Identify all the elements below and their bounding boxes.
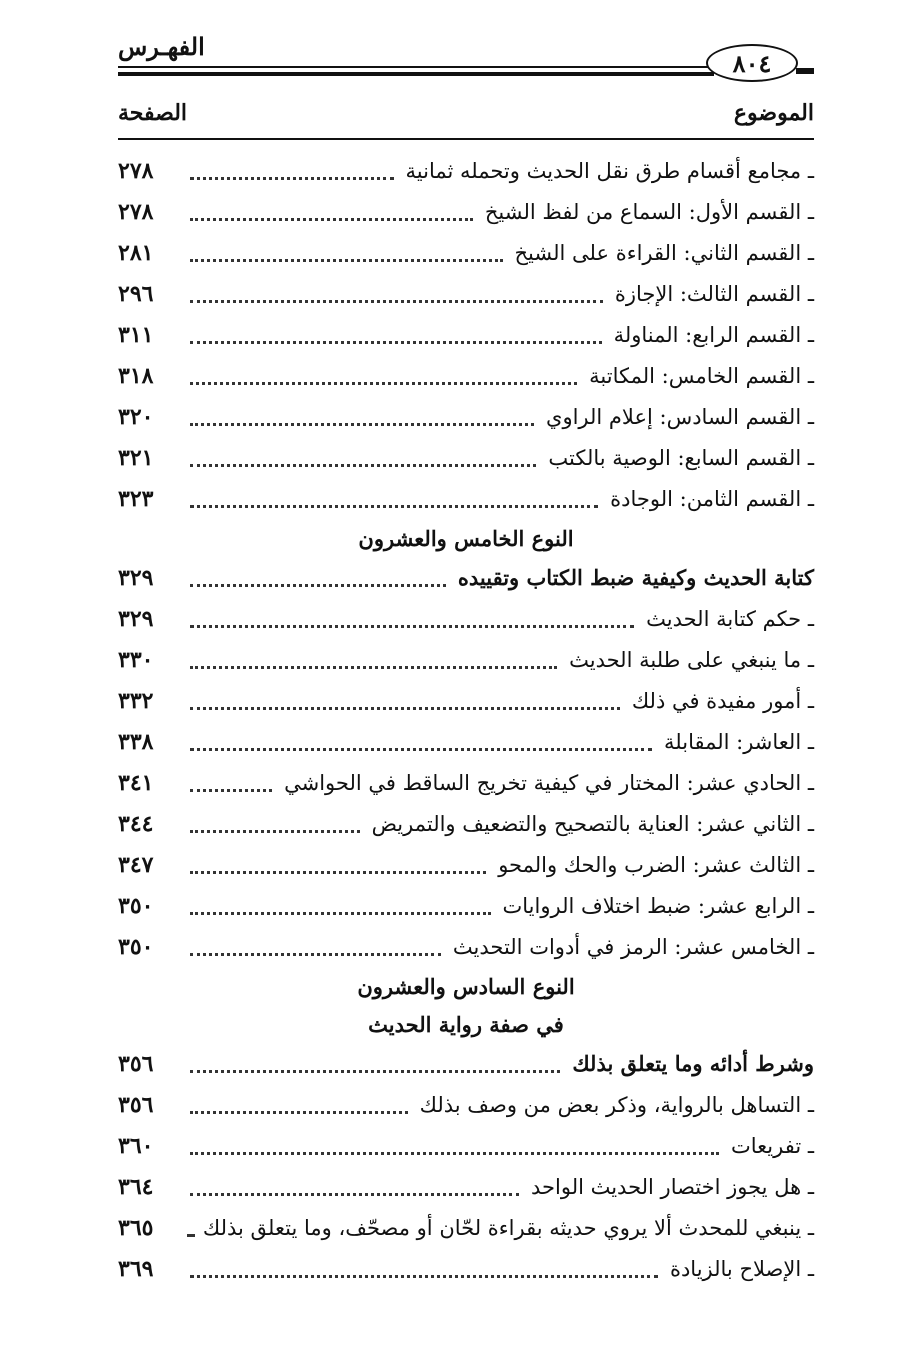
entry-title: ـ تفريعات [730, 1133, 814, 1158]
entry-title: ـ الحادي عشر: المختار في كيفية تخريج الساقط في الحواشي [284, 770, 814, 795]
entry-page: ٣١٨ [118, 362, 154, 389]
entry-title: ـ أمور مفيدة في ذلك [631, 688, 814, 713]
dot-leader [190, 259, 503, 262]
dot-leader [190, 830, 360, 833]
dot-leader [190, 584, 446, 587]
entry-page: ٣١١ [118, 321, 154, 348]
entry-title: ـ الرابع عشر: ضبط اختلاف الروايات [502, 893, 814, 918]
section-title-entry [118, 1043, 814, 1084]
index-entry [118, 191, 814, 232]
dot-leader [190, 1234, 191, 1237]
column-headers [118, 100, 814, 132]
page-column-header: الصفحة [118, 100, 188, 126]
entry-page: ٣٦٤ [118, 1173, 154, 1200]
entry-page: ٣٣٨ [118, 728, 154, 755]
dot-leader [190, 505, 598, 508]
dot-leader [190, 912, 491, 915]
entry-page: ٣٢٩ [118, 605, 154, 632]
entry-title: ـ القسم الثالث: الإجازة [614, 281, 814, 306]
entry-page: ٣٤٧ [118, 851, 154, 878]
header-rule-end [796, 68, 814, 74]
dot-leader [190, 382, 577, 385]
entry-page: ٣٤١ [118, 769, 154, 796]
section-title: كتابة الحديث وكيفية ضبط الكتاب وتقييده [457, 565, 814, 590]
index-list [118, 150, 814, 1289]
dot-leader [190, 666, 557, 669]
index-entry [118, 150, 814, 191]
header-rule-thick [118, 72, 714, 76]
entry-title: ـ القسم السابع: الوصية بالكتب [548, 445, 814, 470]
entry-title: ـ الثاني عشر: العناية بالتصحيح والتضعيف والتمريض [371, 811, 814, 836]
dot-leader [190, 300, 603, 303]
index-entry [118, 232, 814, 273]
section-heading: النوع الخامس والعشرون [358, 525, 574, 551]
entry-page: ٣٣٢ [118, 687, 154, 714]
entry-title: ـ العاشر: المقابلة [664, 729, 814, 754]
divider [118, 138, 814, 140]
dot-leader [190, 341, 602, 344]
entry-page: ٣٦٠ [118, 1132, 154, 1159]
entry-title: ـ هل يجوز اختصار الحديث الواحد [531, 1174, 814, 1199]
header-rule [118, 66, 714, 68]
index-entry [118, 396, 814, 437]
index-entry [118, 721, 814, 762]
dot-leader [190, 1193, 519, 1196]
page-header [118, 28, 814, 76]
entry-title: ـ القسم الخامس: المكاتبة [589, 363, 814, 388]
entry-title: ـ القسم الثاني: القراءة على الشيخ [514, 240, 814, 265]
entry-title: ـ ينبغي للمحدث ألا يروي حديثه بقراءة لحّان أو مصحّف، وما يتعلق بذلك [202, 1215, 814, 1240]
index-entry [118, 598, 814, 639]
dot-leader [190, 748, 652, 751]
dot-leader [190, 1111, 408, 1114]
entry-title: ـ مجامع أقسام طرق نقل الحديث وتحمله ثمانية [405, 158, 814, 183]
index-entry [118, 273, 814, 314]
entry-page: ٣٢٩ [118, 564, 154, 591]
index-entry [118, 1125, 814, 1166]
index-entry [118, 844, 814, 885]
index-entry [118, 680, 814, 721]
entry-title: ـ القسم الرابع: المناولة [613, 322, 814, 347]
index-entry [118, 926, 814, 967]
entry-title: ـ الثالث عشر: الضرب والحك والمحو [498, 852, 814, 877]
entry-page: ٢٧٨ [118, 198, 154, 225]
section-heading: النوع السادس والعشرون [357, 973, 575, 999]
entry-page: ٣٢٣ [118, 485, 154, 512]
entry-title: ـ الخامس عشر: الرمز في أدوات التحديث [452, 934, 814, 959]
entry-page: ٢٩٦ [118, 280, 154, 307]
entry-page: ٣٢١ [118, 444, 154, 471]
header-title: الفهـرس [118, 32, 205, 61]
entry-page: ٣٥٠ [118, 892, 154, 919]
index-entry [118, 1166, 814, 1207]
index-entry [118, 1248, 814, 1289]
entry-title: ـ القسم السادس: إعلام الراوي [546, 404, 814, 429]
section-title-entry [118, 557, 814, 598]
entry-page: ٣٤٤ [118, 810, 154, 837]
entry-page: ٣٦٩ [118, 1255, 154, 1282]
entry-title: ـ القسم الثامن: الوجادة [610, 486, 814, 511]
entry-title: ـ القسم الأول: السماع من لفظ الشيخ [484, 199, 814, 224]
dot-leader [190, 177, 394, 180]
dot-leader [190, 1070, 560, 1073]
dot-leader [190, 871, 486, 874]
dot-leader [190, 1152, 719, 1155]
dot-leader [190, 707, 620, 710]
entry-title: ـ الإصلاح بالزيادة [669, 1256, 814, 1281]
dot-leader [190, 423, 534, 426]
entry-title: ـ ما ينبغي على طلبة الحديث [569, 647, 814, 672]
dot-leader [190, 953, 441, 956]
entry-page: ٣٦٥ [118, 1214, 154, 1241]
index-entry [118, 314, 814, 355]
section-title: وشرط أدائه وما يتعلق بذلك [572, 1051, 814, 1076]
entry-page: ٢٨١ [118, 239, 154, 266]
index-entry [118, 1207, 814, 1248]
section-subheading: في صفة رواية الحديث [368, 1011, 564, 1037]
index-entry [118, 478, 814, 519]
page-number-badge: ٨٠٤ [706, 44, 798, 82]
index-entry [118, 355, 814, 396]
dot-leader [190, 789, 272, 792]
dot-leader [190, 218, 473, 221]
entry-title: ـ التساهل بالرواية، وذكر بعض من وصف بذلك [419, 1092, 814, 1117]
entry-page: ٣٢٠ [118, 403, 154, 430]
index-entry [118, 437, 814, 478]
index-entry [118, 885, 814, 926]
index-entry [118, 803, 814, 844]
entry-page: ٣٥٠ [118, 933, 154, 960]
entry-title: ـ حكم كتابة الحديث [646, 606, 814, 631]
index-entry [118, 1084, 814, 1125]
index-entry [118, 639, 814, 680]
entry-page: ٣٣٠ [118, 646, 154, 673]
index-entry [118, 762, 814, 803]
dot-leader [190, 464, 536, 467]
dot-leader [190, 625, 634, 628]
dot-leader [190, 1275, 658, 1278]
entry-page: ٣٥٦ [118, 1050, 154, 1077]
topic-column-header: الموضوع [733, 100, 814, 126]
entry-page: ٣٥٦ [118, 1091, 154, 1118]
entry-page: ٢٧٨ [118, 157, 154, 184]
